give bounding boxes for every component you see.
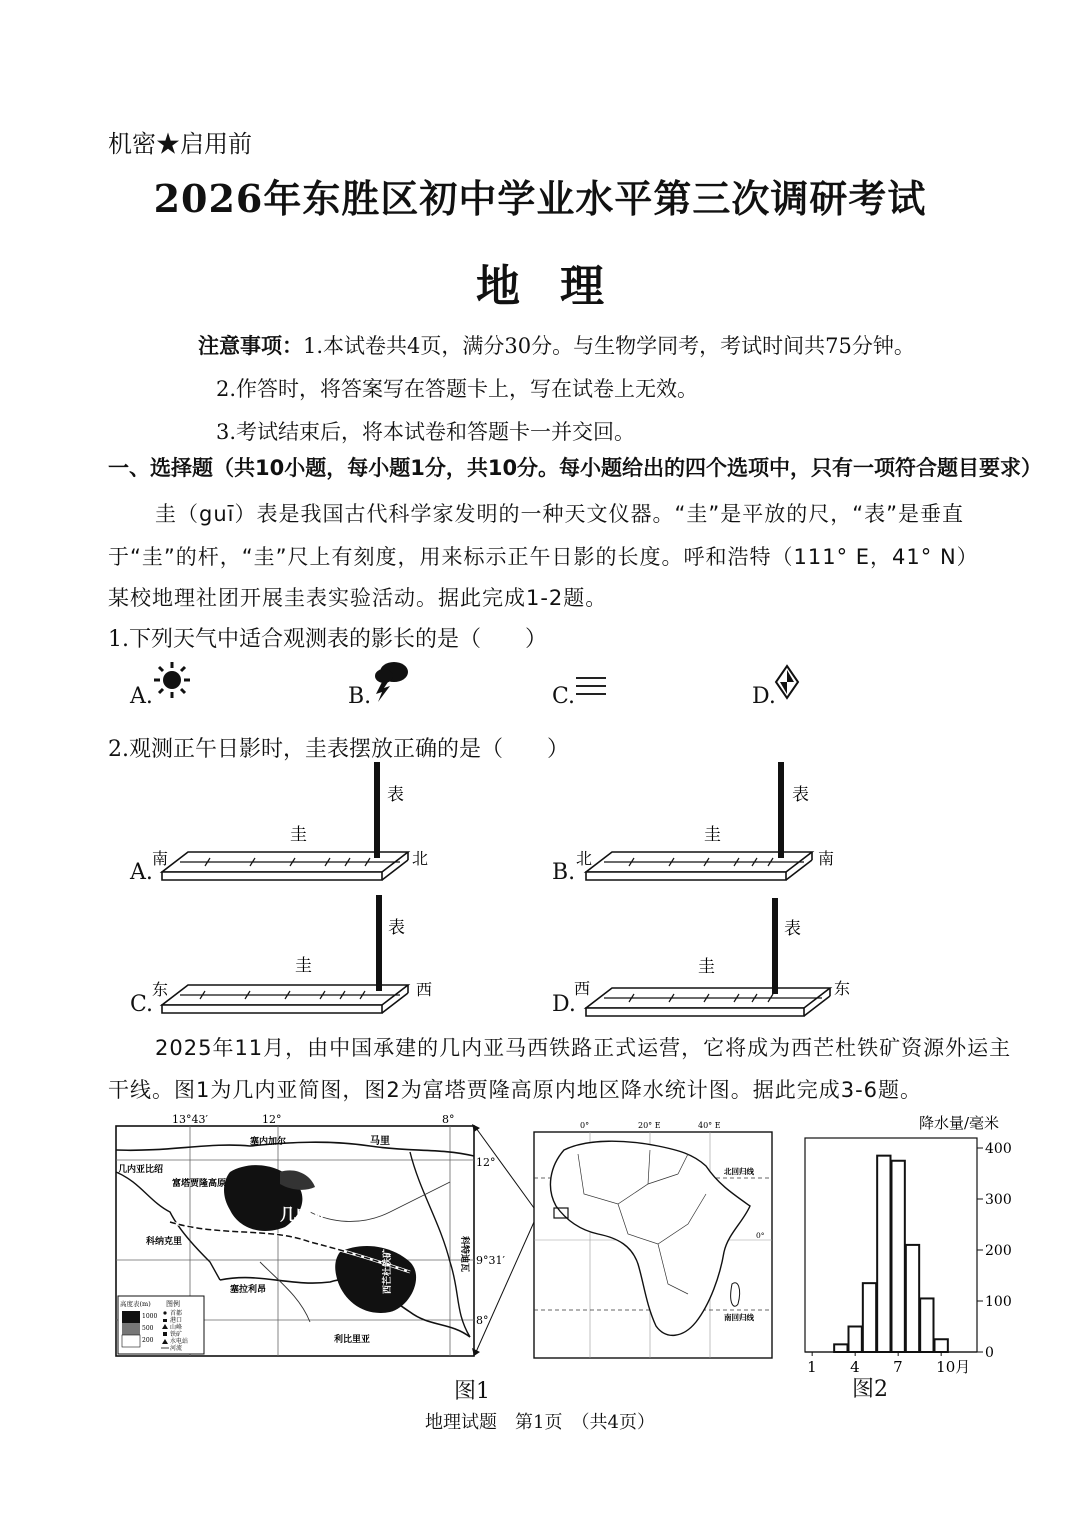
q2-a-gui-label: 圭 (290, 825, 307, 845)
map-label-cote-divoire: 科特迪瓦 (459, 1236, 469, 1273)
africa-lon-20e: 20° E (638, 1121, 661, 1130)
notice-line-1 (198, 330, 915, 360)
legend-height-500: 500 (142, 1325, 154, 1332)
q2-c-biao-label: 表 (388, 918, 405, 938)
notice-label: 注意事项： (198, 333, 303, 358)
q2-option-b-letter: B. (552, 860, 576, 885)
legend-item-port: 港口 (170, 1317, 183, 1324)
figure1-caption: 图1 (454, 1379, 490, 1404)
passage2-line-1: 2025年11月，由中国承建的几内亚马西铁路正式运营，它将成为西芒杜铁矿资源外运主 (155, 1036, 1012, 1060)
figure2-caption: 图2 (852, 1377, 888, 1402)
q1-option-a-letter: A. (130, 684, 153, 709)
chart-bar-month-9 (920, 1298, 933, 1352)
sun-icon (152, 660, 192, 700)
precipitation-chart (795, 1110, 1025, 1380)
section-heading: 一、选择题（共10小题，每小题1分，共10分。每小题给出的四个选项中，只有一项符合题目要求） (108, 456, 1043, 480)
q1-option-a (130, 684, 153, 709)
q2-b-biao-label: 表 (792, 785, 809, 805)
map-label-liberia: 利比里亚 (334, 1335, 371, 1345)
africa-map (528, 1114, 780, 1364)
q2-c-gui-label: 圭 (295, 956, 312, 976)
map-lat-1: 12° (476, 1156, 496, 1169)
q2-b-left-dir: 北 (576, 849, 593, 868)
secret-label: 机密★启用前 (108, 130, 252, 158)
map-label-senegal: 塞内加尔 (250, 1137, 287, 1147)
q2-d-gui-label: 圭 (698, 957, 715, 977)
page-footer: 地理试题 第1页 （共4页） (425, 1412, 655, 1433)
legend-height-title: 高度表(m) (120, 1300, 151, 1308)
q1-option-b-letter: B. (348, 684, 372, 709)
map-label-guinea: 几内亚 (280, 1205, 329, 1224)
africa-lon-40e: 40° E (698, 1121, 721, 1130)
chart-bar-month-4 (849, 1327, 862, 1353)
subject-title: 地理 (476, 261, 644, 312)
hail-icon (774, 664, 800, 700)
legend-item-river: 河流 (170, 1345, 183, 1352)
q2-option-c-letter: C. (130, 992, 154, 1017)
q2-d-right-dir: 东 (834, 979, 851, 998)
map-label-mali: 马里 (370, 1136, 390, 1147)
legend-item-hydro: 水电站 (170, 1338, 189, 1345)
legend-height-200: 200 (142, 1337, 154, 1344)
passage2-line-2: 干线。图1为几内亚简图，图2为富塔贾隆高原内地区降水统计图。据此完成3-6题。 (108, 1078, 923, 1102)
chart-ytick-label-200: 200 (985, 1243, 1012, 1259)
q2-a-biao-label: 表 (387, 785, 404, 805)
map-label-guinea-bissau: 几内亚比绍 (118, 1165, 164, 1175)
chart-ytick-label-0: 0 (985, 1345, 994, 1361)
q1-option-d-letter: D. (752, 684, 776, 709)
q2-diagram-a (150, 760, 440, 884)
q2-stem: 2.观测正午日影时，圭表摆放正确的是（ ） (108, 737, 569, 762)
africa-lon-0: 0° (580, 1121, 590, 1130)
q2-a-right-dir: 北 (412, 849, 429, 868)
notice-item-2: 2.作答时，将答案写在答题卡上，写在试卷上无效。 (216, 377, 699, 401)
q2-diagram-b (574, 760, 864, 884)
map-lat-3: 8° (476, 1314, 489, 1327)
notice-item-1: 1.本试卷共4页，满分30分。与生物学同考，考试时间共75分钟。 (303, 334, 915, 358)
map-label-sierra-leone: 塞拉利昂 (230, 1285, 267, 1295)
chart-bar-month-3 (834, 1344, 847, 1352)
q1-option-c (552, 684, 575, 709)
q2-b-right-dir: 南 (818, 849, 835, 868)
q2-c-right-dir: 西 (416, 980, 433, 999)
q2-c-left-dir: 东 (152, 980, 169, 999)
africa-tropic-capricorn: 南回归线 (724, 1313, 754, 1322)
map-lon-3: 8° (442, 1113, 455, 1126)
africa-tropic-cancer: 北回归线 (724, 1167, 754, 1176)
chart-ylabel: 降水量/毫米 (919, 1114, 1000, 1132)
q2-diagram-c (150, 893, 440, 1017)
chart-bar-month-7 (892, 1161, 905, 1352)
chart-bar-month-5 (863, 1283, 876, 1352)
map-lon-2: 12° (262, 1113, 282, 1126)
africa-equator: 0° (756, 1231, 765, 1240)
chart-xtick-label-1: 1 (807, 1358, 817, 1376)
chart-bar-month-10 (935, 1339, 948, 1352)
map-label-fouta-djallon: 富塔贾隆高原 (172, 1179, 227, 1189)
guinea-map (110, 1112, 505, 1362)
q1-option-d (752, 684, 776, 709)
fog-icon (574, 672, 610, 700)
q2-diagram-d (574, 896, 864, 1020)
legend-item-capital: 首都 (170, 1310, 183, 1317)
intro-line-2: 于“圭”的杆，“圭”尺上有刻度，用来标示正午日影的长度。呼和浩特（111° E，41° N） (108, 545, 979, 569)
q2-option-a-letter: A. (130, 860, 153, 885)
map-label-simandou: 西芒杜铁矿 (383, 1248, 393, 1294)
intro-line-3: 某校地理社团开展圭表实验活动。据此完成1-2题。 (108, 586, 608, 610)
q2-option-d-letter: D. (552, 992, 576, 1017)
q1-stem: 1.下列天气中适合观测表的影长的是（ ） (108, 627, 547, 652)
exam-title: 2026年东胜区初中学业水平第三次调研考试 (153, 176, 927, 221)
map-label-conakry: 科纳克里 (146, 1237, 183, 1247)
chart-bar-month-6 (877, 1156, 890, 1352)
legend-item-iron: 铁矿 (170, 1331, 183, 1338)
chart-bar-month-8 (906, 1245, 919, 1352)
chart-ytick-label-100: 100 (985, 1294, 1012, 1310)
legend-title: 图例 (166, 1300, 180, 1308)
legend-item-peak: 山峰 (170, 1324, 183, 1331)
map-lon-1: 13°43′ (172, 1113, 208, 1126)
chart-xtick-label-7: 7 (893, 1358, 903, 1376)
map-lat-2: 9°31′ (476, 1254, 505, 1267)
q2-d-left-dir: 西 (574, 979, 591, 998)
chart-ytick-label-400: 400 (985, 1141, 1012, 1157)
notice-item-3: 3.考试结束后，将本试卷和答题卡一并交回。 (216, 420, 636, 444)
chart-xtick-label-4: 4 (850, 1358, 860, 1376)
q2-a-left-dir: 南 (152, 849, 169, 868)
q1-option-c-letter: C. (552, 684, 576, 709)
thunderstorm-icon (368, 658, 412, 702)
intro-line-1: 圭（guī）表是我国古代科学家发明的一种天文仪器。“圭”是平放的尺，“表”是垂直 (155, 502, 964, 526)
legend-height-1000: 1000 (142, 1313, 158, 1320)
chart-xtick-label-10: 10月 (936, 1358, 971, 1376)
chart-ytick-label-300: 300 (985, 1192, 1012, 1208)
q2-b-gui-label: 圭 (704, 825, 721, 845)
q2-d-biao-label: 表 (784, 919, 801, 939)
